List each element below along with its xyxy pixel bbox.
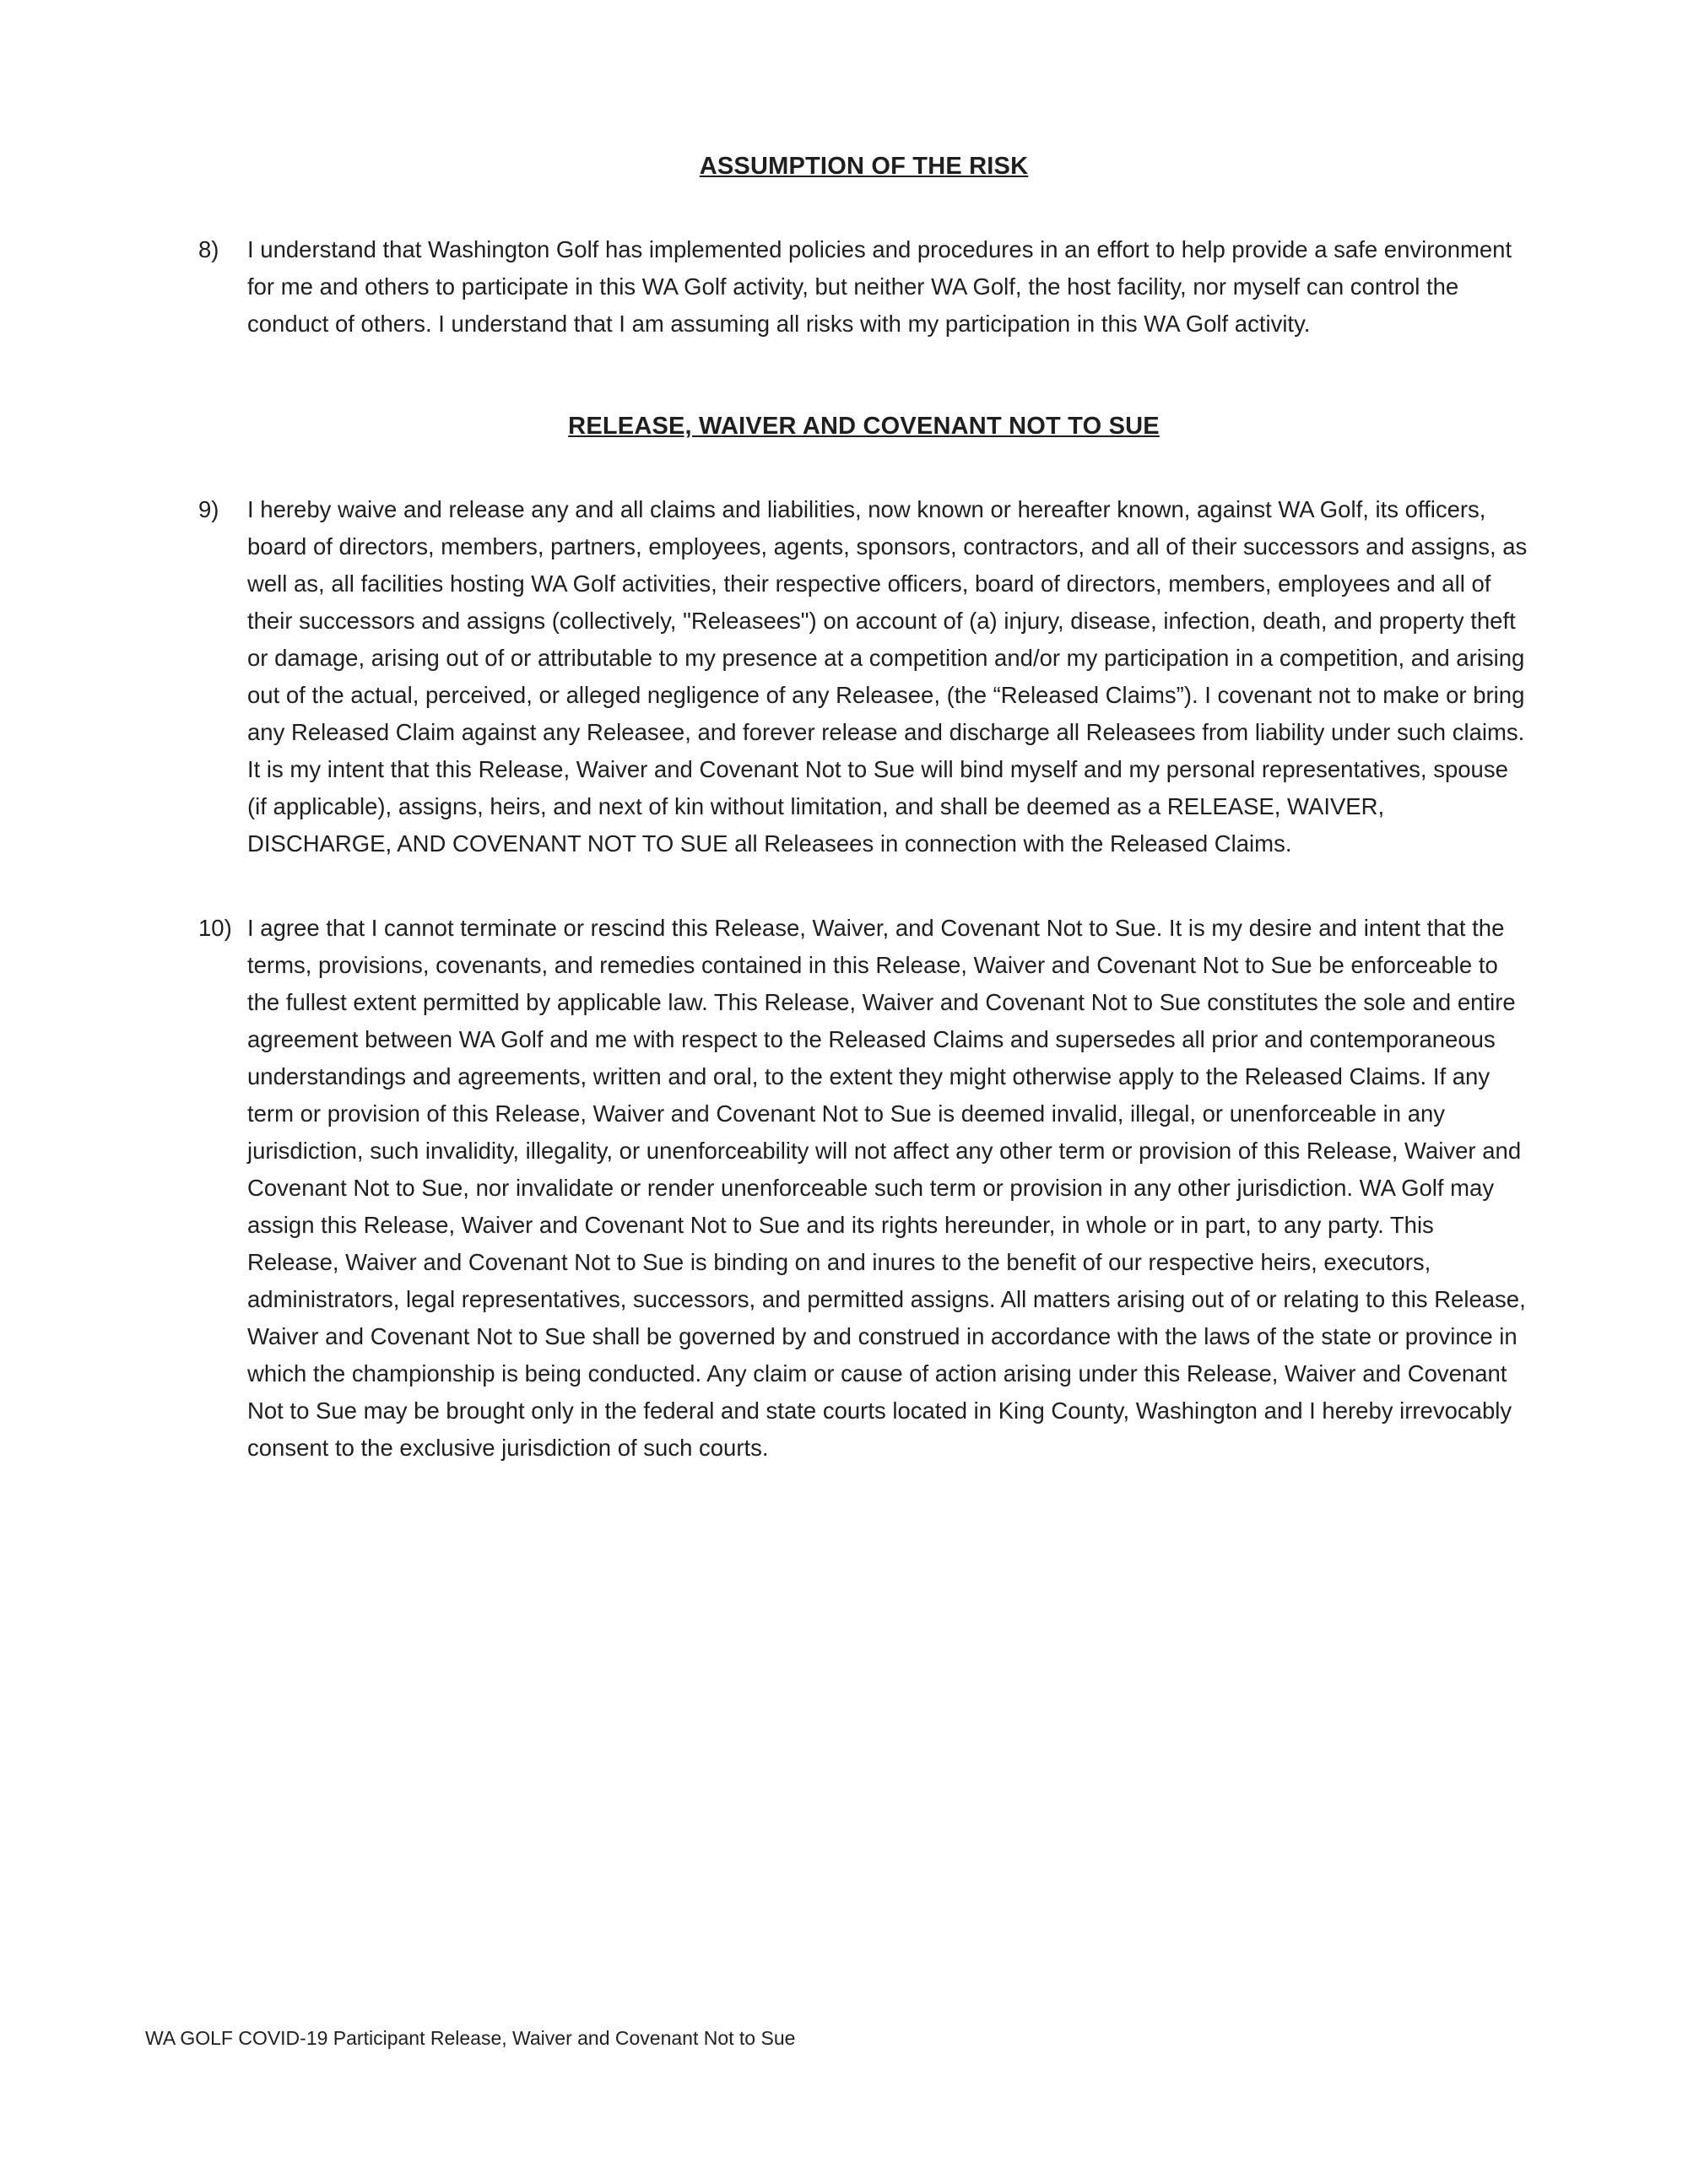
list-item-9 — [198, 491, 1529, 862]
list-item-10 — [198, 910, 1529, 1467]
page-footer: WA GOLF COVID-19 Participant Release, Waiver and Covenant Not to Sue — [145, 2027, 796, 2049]
item-text: I agree that I cannot terminate or rescind this Release, Waiver, and Covenant Not to Sue. It is my desire and intent that the terms, provisions, covenants, and remedies contained in this Release, Waiver and Covenant Not to Sue be enforceable to the fullest extent permitted by applicable law. This Release, Waiver and Covenant Not to Sue constitutes the sole and entire agreement between WA Golf and me with respect to the Released Claims and supersedes all prior and contemporaneous understandings and agreements, written and oral, to the extent they might otherwise apply to the Released Claims. If any term or provision of this Release, Waiver and Covenant Not to Sue is deemed invalid, illegal, or unenforceable in any jurisdiction, such invalidity, illegality, or unenforceability will not affect any other term or provision of this Release, Waiver and Covenant Not to Sue, nor invalidate or render unenforceable such term or provision in any other jurisdiction. WA Golf may assign this Release, Waiver and Covenant Not to Sue and its rights hereunder, in whole or in part, to any party. This Release, Waiver and Covenant Not to Sue is binding on and inures to the benefit of our respective heirs, executors, administrators, legal representatives, successors, and permitted assigns. All matters arising out of or relating to this Release, Waiver and Covenant Not to Sue shall be governed by and construed in accordance with the laws of the state or province in which the championship is being conducted. Any claim or cause of action arising under this Release, Waiver and Covenant Not to Sue may be brought only in the federal and state courts located in King County, Washington and I hereby irrevocably consent to the exclusive jurisdiction of such courts. — [247, 915, 1526, 1461]
section-heading-release-waiver: RELEASE, WAIVER AND COVENANT NOT TO SUE — [568, 413, 1160, 440]
item-text: I hereby waive and release any and all claims and liabilities, now known or hereafter known, against WA Golf, its officers, board of directors, members, partners, employees, agents, sponsors, contractors, and all of their successors and assigns, as well as, all facilities hosting WA Golf activities, their respective officers, board of directors, members, employees and all of their successors and assigns (collectively, "Releasees") on account of (a) injury, disease, infection, death, and property theft or damage, arising out of or attributable to my presence at a competition and/or my participation in a competition, and arising out of the actual, perceived, or alleged negligence of any Releasee, (the “Released Claims”). I covenant not to make or bring any Released Claim against any Releasee, and forever release and discharge all Releasees from liability under such claims. It is my intent that this Release, Waiver and Covenant Not to Sue will bind myself and my personal representatives, spouse (if applicable), assigns, heirs, and next of kin without limitation, and shall be deemed as a RELEASE, WAIVER, DISCHARGE, AND COVENANT NOT TO SUE all Releasees in connection with the Released Claims. — [247, 496, 1528, 857]
document-content — [198, 150, 1529, 1514]
item-text: I understand that Washington Golf has implemented policies and procedures in an effort to help provide a safe environment for me and others to participate in this WA Golf activity, but neither WA Golf, the host facility, nor myself can control the conduct of others. I understand that I am assuming all risks with my participation in this WA Golf activity. — [247, 236, 1512, 337]
list-item-8 — [198, 231, 1529, 343]
section-heading-assumption-of-risk: ASSUMPTION OF THE RISK — [699, 153, 1029, 180]
item-number: 10) — [198, 915, 232, 941]
item-number: 9) — [198, 496, 219, 522]
item-number: 8) — [198, 236, 219, 262]
